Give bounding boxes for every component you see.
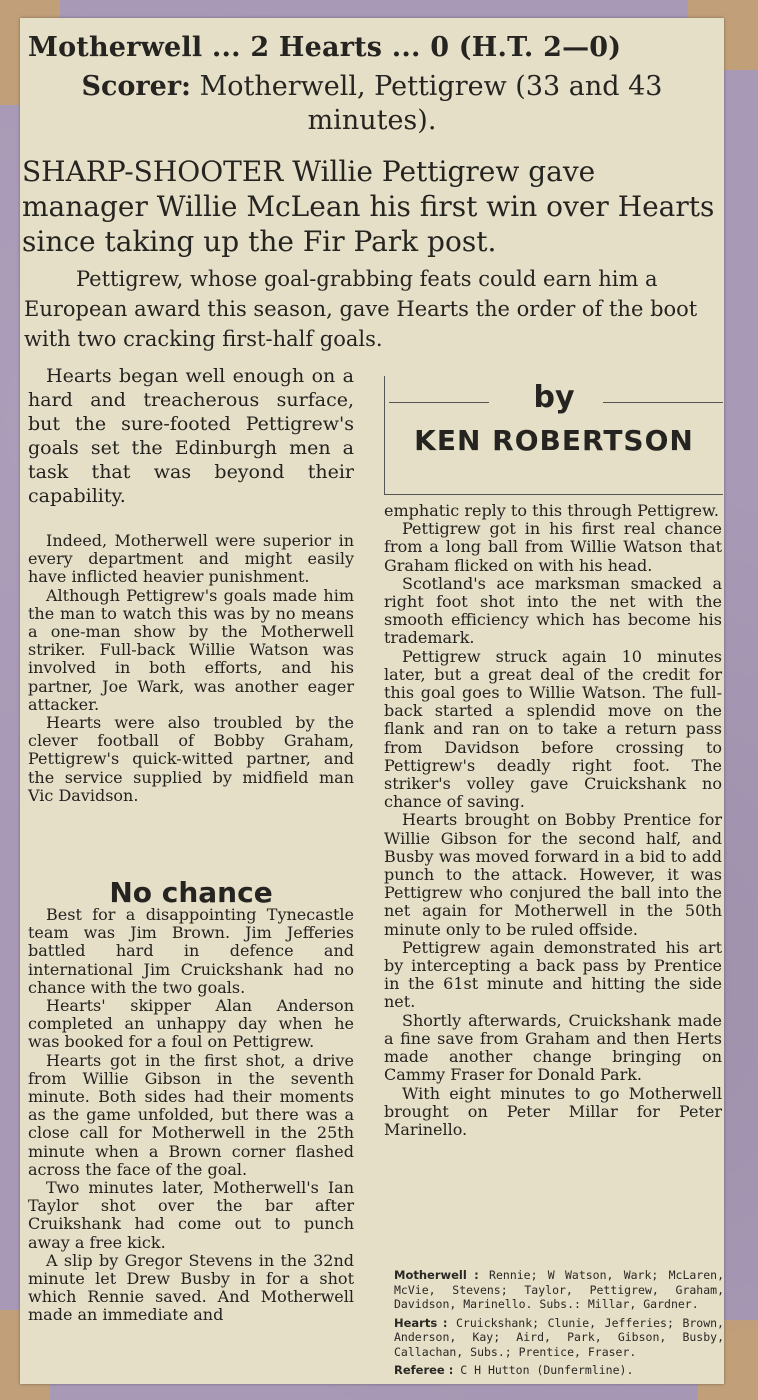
paragraph: Scotland's ace marksman smacked a right foot shot into the net with the smooth efficiency which has become his trademark. — [384, 573, 722, 648]
scorer-text: Motherwell, Pettigrew (33 and 43 minutes). — [199, 71, 663, 136]
paragraph: Indeed, Motherwell were superior in every department and might easily have inflicted heavier punishment. — [28, 531, 354, 587]
column-1-top — [28, 364, 354, 508]
paragraph: Although Pettigrew's goals made him the man to watch this was by no means a one-man show by the Motherwell striker. Full-back Willie Watson was involved in both efforts, and his partner, Joe Wark, was another eager attacker. — [28, 585, 354, 714]
paragraph: Hearts got in the first shot, a drive from Willie Gibson in the seventh minute. Both sides had their moments as the game unfolded, but there was a close call for Motherwell in the 25th minute when a Brown corner flashed across the face of the goal. — [28, 1050, 354, 1179]
intro-paragraph: Pettigrew, whose goal-grabbing feats could earn him a European award this season, gave Hearts the order of the boot with two cracking first-half goals. — [24, 267, 698, 351]
referee-name: C H Hutton (Dunfermline). — [460, 1363, 634, 1377]
team-label: Motherwell : — [394, 1268, 479, 1282]
paragraph: Hearts' skipper Alan Anderson completed an unhappy day when he was booked for a foul on Pettigrew. — [28, 996, 354, 1052]
paragraph: Pettigrew got in his first real chance from a long ball from Willie Watson that Graham flicked on with his head. — [384, 519, 722, 575]
byline — [384, 376, 723, 495]
referee-line — [394, 1363, 724, 1378]
paragraph: Two minutes later, Motherwell's Ian Taylor shot over the bar after Cruikshank had come out to punch away a free kick. — [28, 1178, 354, 1252]
paragraph: Best for a disappointing Tynecastle team was Jim Brown. Jim Jefferies battled hard in defence and international Jim Cruickshank had no chance with the two goals. — [28, 905, 354, 997]
paragraph: Hearts brought on Bobby Prentice for Willie Gibson for the second half, and Busby was moved forward in a bid to add punch to the attack. However, it was Pettigrew who conjured the ball into the net again for Motherwell in the 50th minute only to be ruled offside. — [384, 810, 722, 939]
lineup-hearts — [394, 1316, 724, 1360]
byline-author: KEN ROBERTSON — [414, 424, 694, 457]
lede-paragraph: SHARP-SHOOTER Willie Pettigrew gave manager Willie McLean his first win over Hearts since taking up the Fir Park post. — [22, 155, 715, 258]
column-2 — [384, 502, 722, 1139]
team-list: Cruickshank; Clunie, Jefferies; Brown, Anderson, Kay; Aird, Park, Gibson, Busby, Callachan, Subs.; Prentice, Fraser. — [394, 1315, 724, 1359]
paragraph: With eight minutes to go Motherwell brought on Peter Millar for Peter Marinello. — [384, 1083, 722, 1139]
paragraph: Shortly afterwards, Cruickshank made a fine save from Graham and then Herts made another change bringing on Cammy Fraser for Donald Park. — [384, 1010, 722, 1085]
scorer-label: Scorer: — [81, 71, 192, 102]
paragraph: emphatic reply to this through Pettigrew. — [384, 501, 719, 520]
team-label: Hearts : — [394, 1315, 448, 1330]
byline-by: by — [533, 380, 575, 415]
column-1-bottom — [28, 906, 354, 1325]
team-lineups — [394, 1268, 724, 1382]
paragraph: Pettigrew struck again 10 minutes later, but a great deal of the credit for this goal goes to Willie Watson. The full-back started a splendid move on the flank and ran on to take a return pass from Davidson before crossing to Pettigrew's deadly right foot. The striker's volley gave Cruickshank no chance of saving. — [384, 646, 722, 812]
lineup-motherwell — [394, 1268, 724, 1312]
scorer-line — [24, 70, 720, 138]
paragraph: A slip by Gregor Stevens in the 32nd minute let Drew Busby in for a shot which Rennie saved. And Motherwell made an immediate and — [28, 1250, 354, 1325]
paragraph: Pettigrew again demonstrated his art by intercepting a back pass by Prentice in the 61st minute and hitting the side net. — [384, 937, 722, 1012]
match-result: Motherwell ... 2 Hearts ... 0 (H.T. 2—0) — [28, 32, 622, 63]
subheading: No chance — [109, 876, 273, 909]
referee-label: Referee : — [394, 1363, 454, 1377]
newspaper-clipping — [20, 18, 724, 1384]
column-1-middle — [28, 532, 354, 805]
team-list: Rennie; W Watson, Wark; McLaren, McVie, Stevens; Taylor, Pettigrew, Graham, Davidson, Marinello. Subs.: Millar, Gardner. — [394, 1268, 724, 1311]
paragraph: Hearts were also troubled by the clever football of Bobby Graham, Pettigrew's quick-witted partner, and the service supplied by midfield man Vic Davidson. — [28, 713, 354, 805]
paragraph: Hearts began well enough on a hard and treacherous surface, but the sure-footed Pettigrew's goals set the Edinburgh men a task that was beyond their capability. — [28, 365, 354, 507]
